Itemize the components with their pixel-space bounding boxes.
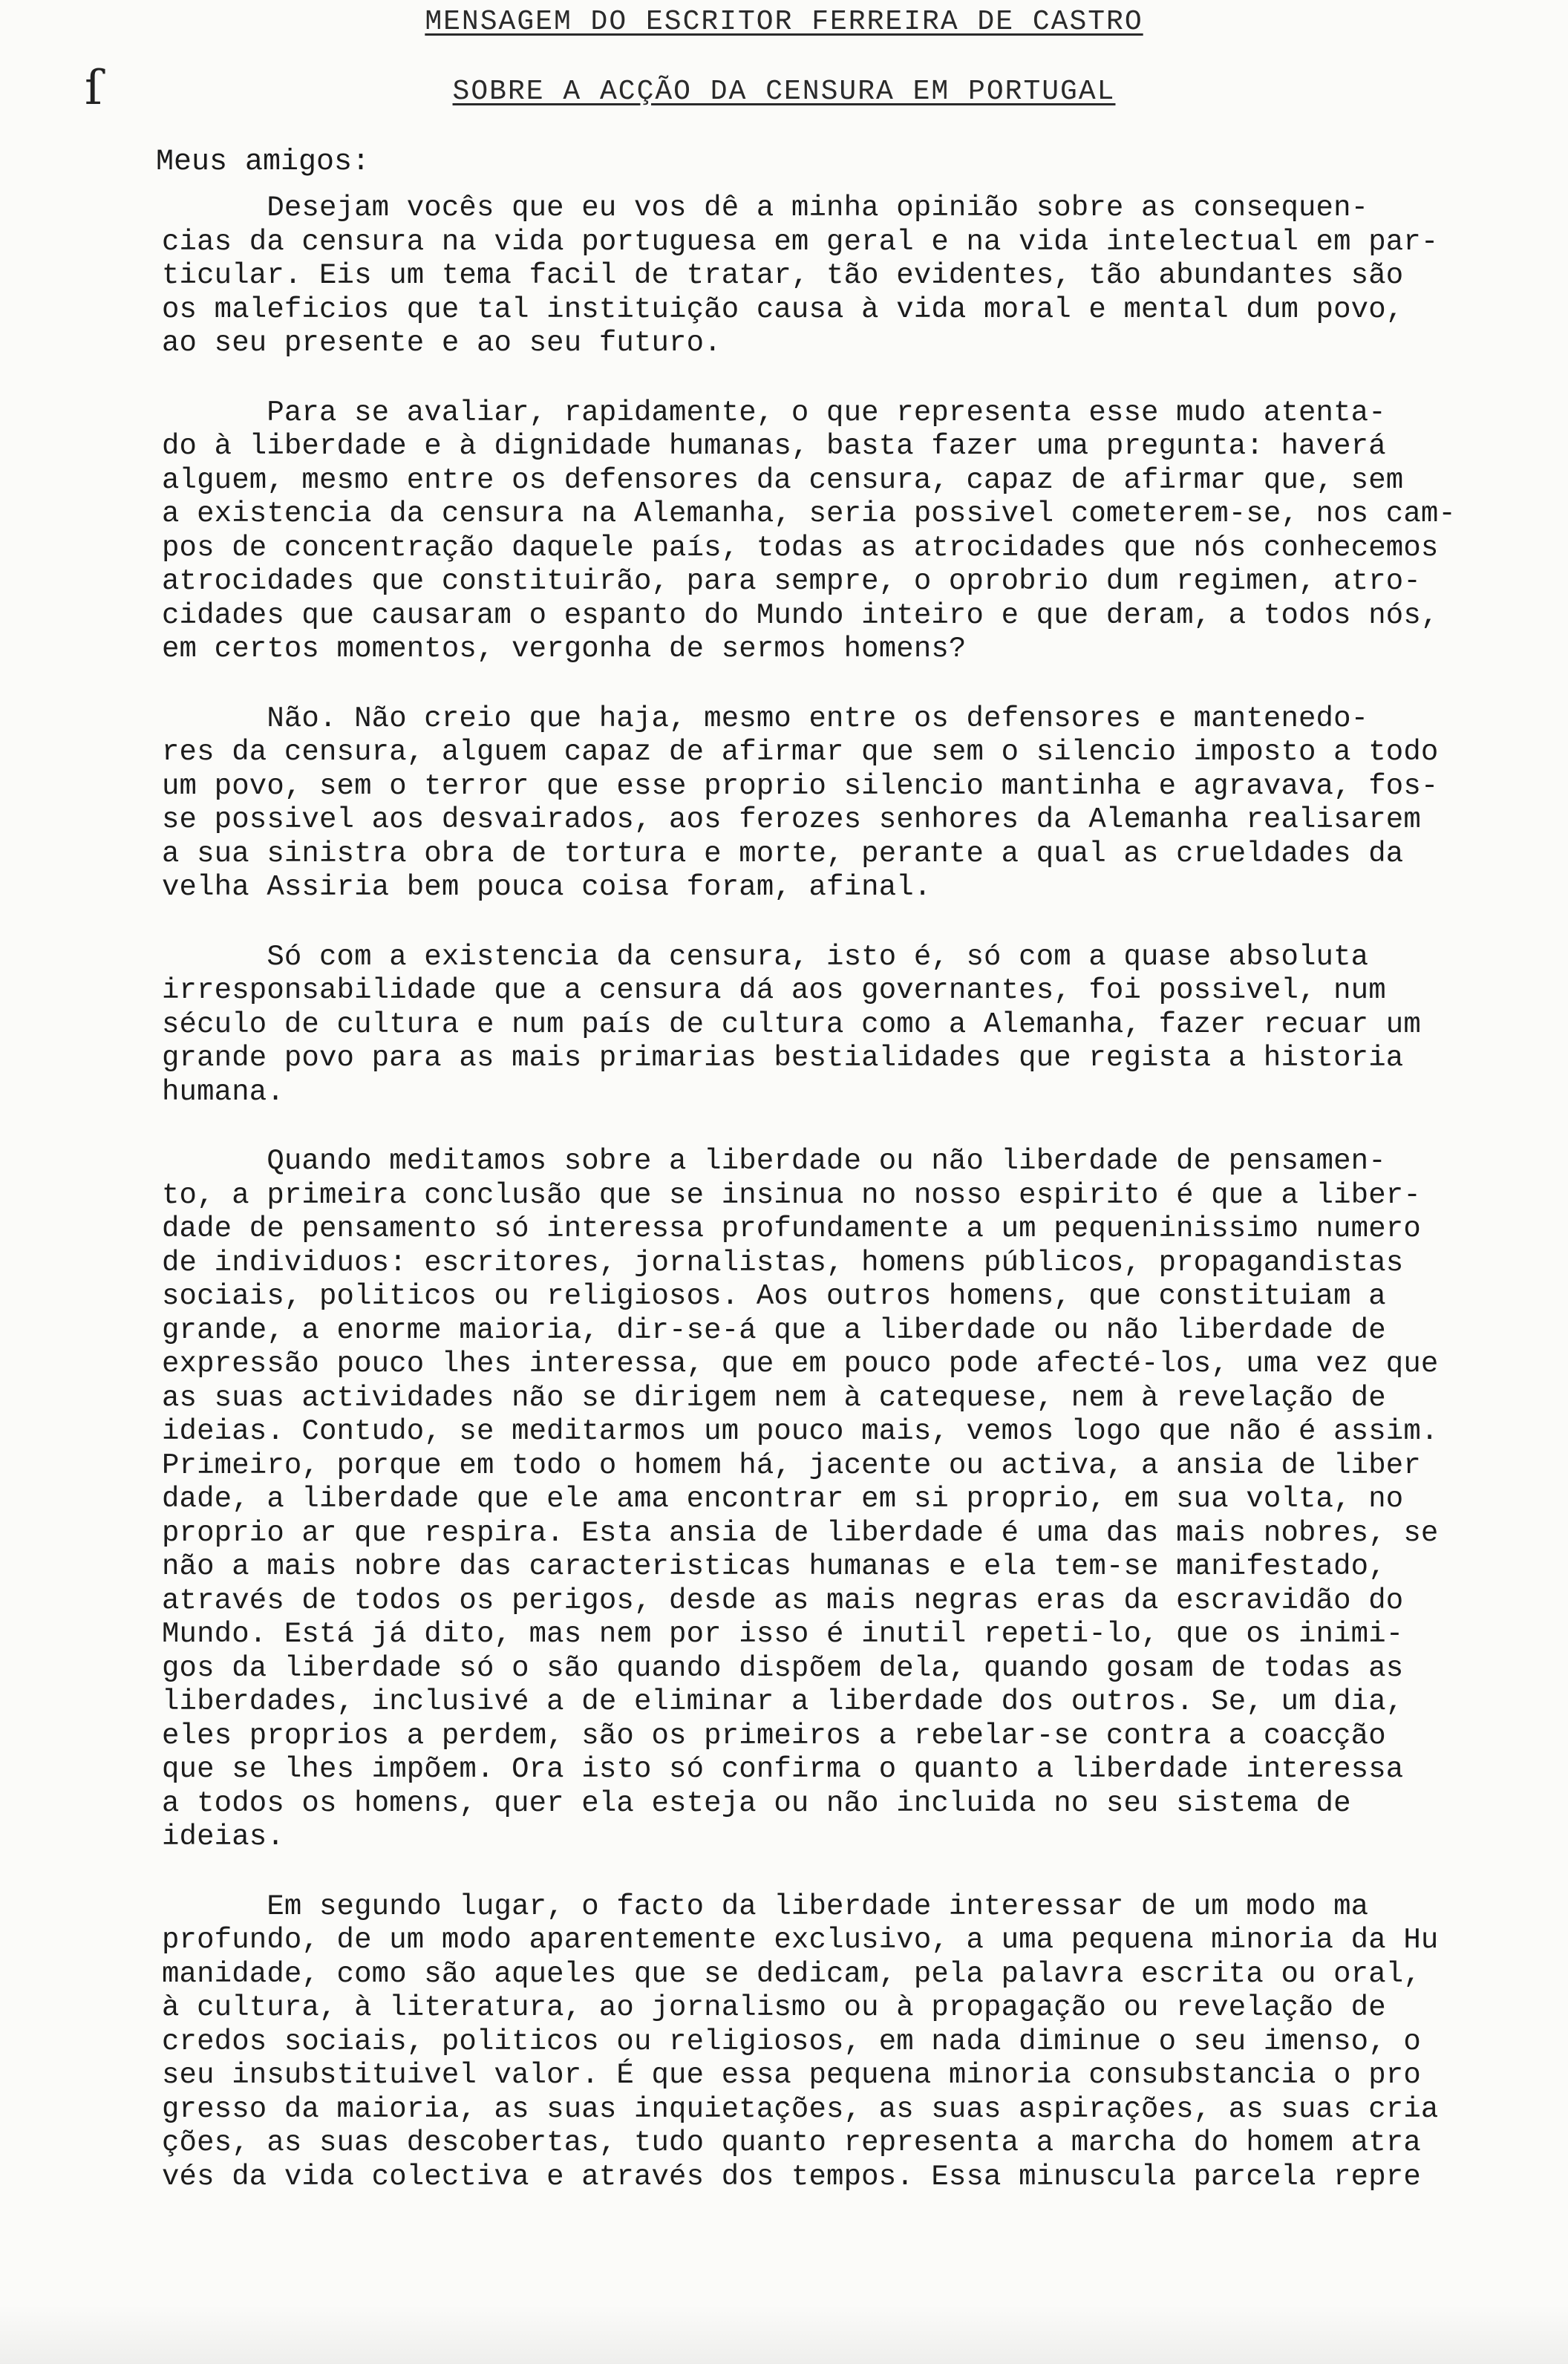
- text-line: ticular. Eis um tema facil de tratar, tão evidentes, tão abundantes são: [162, 259, 1404, 292]
- margin-handwritten-mark: ſ: [85, 61, 102, 116]
- text-line: Em segundo lugar, o facto da liberdade interessar de um modo ma: [162, 1890, 1369, 1923]
- text-line: proprio ar que respira. Esta ansia de liberdade é uma das mais nobres, se: [162, 1516, 1439, 1550]
- text-line: Para se avaliar, rapidamente, o que representa esse mudo atenta-: [162, 396, 1386, 429]
- text-line: liberdades, inclusivé a de eliminar a liberdade dos outros. Se, um dia,: [162, 1685, 1404, 1718]
- paragraph: [162, 1890, 1454, 2195]
- text-line: ções, as suas descobertas, tudo quanto representa a marcha do homem atra: [162, 2126, 1421, 2159]
- text-line: ao seu presente e ao seu futuro.: [162, 327, 722, 359]
- text-line: res da censura, alguem capaz de afirmar que sem o silencio imposto a todo: [162, 736, 1439, 768]
- text-line: Quando meditamos sobre a liberdade ou não liberdade de pensamen-: [162, 1145, 1386, 1178]
- text-line: grande, a enorme maioria, dir-se-á que a liberdade ou não liberdade de: [162, 1313, 1386, 1347]
- text-line: um povo, sem o terror que esse proprio silencio mantinha e agravava, fos-: [162, 769, 1439, 803]
- text-line: to, a primeira conclusão que se insinua no nosso espirito é que a liber-: [162, 1178, 1421, 1212]
- text-line: que se lhes impõem. Ora isto só confirma o quanto a liberdade interessa: [162, 1753, 1404, 1786]
- text-line: as suas actividades não se dirigem nem à catequese, nem à revelação de: [162, 1381, 1386, 1414]
- text-line: se possivel aos desvairados, aos ferozes senhores da Alemanha realisarem: [162, 803, 1421, 836]
- text-line: velha Assiria bem pouca coisa foram, afinal.: [162, 871, 932, 904]
- text-line: a existencia da censura na Alemanha, seria possivel cometerem-se, nos cam-: [162, 497, 1456, 530]
- text-line: Mundo. Está já dito, mas nem por isso é inutil repeti-lo, que os inimi-: [162, 1618, 1404, 1650]
- document-title: MENSAGEM DO ESCRITOR FERREIRA DE CASTRO: [425, 6, 1143, 38]
- text-line: dade, a liberdade que ele ama encontrar em si proprio, em sua volta, no: [162, 1483, 1404, 1515]
- text-line: irresponsabilidade que a censura dá aos governantes, foi possivel, num: [162, 974, 1386, 1007]
- text-line: a todos os homens, quer ela esteja ou não incluida no seu sistema de: [162, 1786, 1351, 1820]
- text-line: Só com a existencia da censura, isto é, só com a quase absoluta: [162, 940, 1369, 973]
- text-line: profundo, de um modo aparentemente exclusivo, a uma pequena minoria da Hu: [162, 1924, 1439, 1956]
- text-line: eles proprios a perdem, são os primeiros a rebelar-se contra a coacção: [162, 1719, 1386, 1752]
- document-subtitle: SOBRE A ACÇÃO DA CENSURA EM PORTUGAL: [452, 76, 1116, 108]
- text-line: ideias. Contudo, se meditarmos um pouco mais, vemos logo que não é assim.: [162, 1415, 1439, 1448]
- text-line: gos da liberdade só o são quando dispõem dela, quando gosam de todas as: [162, 1651, 1404, 1685]
- scan-shadow: [0, 2305, 1568, 2364]
- text-line: não a mais nobre das caracteristicas humanas e ela tem-se manifestado,: [162, 1550, 1386, 1583]
- letter-body: [162, 192, 1454, 2230]
- text-line: grande povo para as mais primarias bestialidades que regista a historia: [162, 1042, 1404, 1074]
- text-line: alguem, mesmo entre os defensores da censura, capaz de afirmar que, sem: [162, 463, 1404, 497]
- text-line: atrocidades que constituirão, para sempre, o oprobrio dum regimen, atro-: [162, 565, 1421, 598]
- text-line: cias da censura na vida portuguesa em geral e na vida intelectual em par-: [162, 225, 1439, 258]
- text-line: de individuos: escritores, jornalistas, homens públicos, propagandistas: [162, 1246, 1404, 1279]
- text-line: humana.: [162, 1075, 284, 1108]
- text-line: Desejam vocês que eu vos dê a minha opinião sobre as consequen-: [162, 192, 1369, 224]
- paragraph: [162, 941, 1454, 1110]
- text-line: os maleficios que tal instituição causa à vida moral e mental dum povo,: [162, 293, 1404, 326]
- text-line: dade de pensamento só interessa profundamente a um pequeninissimo numero: [162, 1212, 1421, 1245]
- text-line: gresso da maioria, as suas inquietações, as suas aspirações, as suas cria: [162, 2092, 1439, 2126]
- text-line: pos de concentração daquele país, todas as atrocidades que nós conhecemos: [162, 531, 1439, 564]
- paragraph: [162, 1145, 1454, 1855]
- text-line: cidades que causaram o espanto do Mundo inteiro e que deram, a todos nós,: [162, 598, 1439, 632]
- paragraph: [162, 396, 1454, 667]
- text-line: credos sociais, politicos ou religiosos, em nada diminue o seu imenso, o: [162, 2025, 1421, 2058]
- text-line: seu insubstituivel valor. É que essa pequena minoria consubstancia o pro: [162, 2059, 1421, 2092]
- text-line: em certos momentos, vergonha de sermos homens?: [162, 633, 967, 665]
- paragraph: [162, 192, 1454, 361]
- text-line: século de cultura e num país de cultura como a Alemanha, fazer recuar um: [162, 1008, 1421, 1041]
- text-line: a sua sinistra obra de tortura e morte, perante a qual as crueldades da: [162, 837, 1404, 870]
- text-line: ideias.: [162, 1821, 284, 1853]
- text-line: Primeiro, porque em todo o homem há, jacente ou activa, a ansia de liber: [162, 1449, 1421, 1482]
- text-line: através de todos os perigos, desde as mais negras eras da escravidão do: [162, 1584, 1404, 1617]
- text-line: sociais, politicos ou religiosos. Aos outros homens, que constituiam a: [162, 1280, 1386, 1313]
- text-line: Não. Não creio que haja, mesmo entre os defensores e mantenedo-: [162, 702, 1369, 735]
- text-line: vés da vida colectiva e através dos tempos. Essa minuscula parcela repre: [162, 2160, 1421, 2193]
- text-line: manidade, como são aqueles que se dedicam, pela palavra escrita ou oral,: [162, 1957, 1421, 1991]
- text-line: à cultura, à literatura, ao jornalismo ou à propagação ou revelação de: [162, 1991, 1386, 2024]
- text-line: do à liberdade e à dignidade humanas, basta fazer uma pregunta: haverá: [162, 430, 1386, 463]
- text-line: expressão pouco lhes interessa, que em pouco pode afecté-los, uma vez que: [162, 1348, 1439, 1380]
- paragraph: [162, 702, 1454, 905]
- salutation: Meus amigos:: [156, 146, 370, 179]
